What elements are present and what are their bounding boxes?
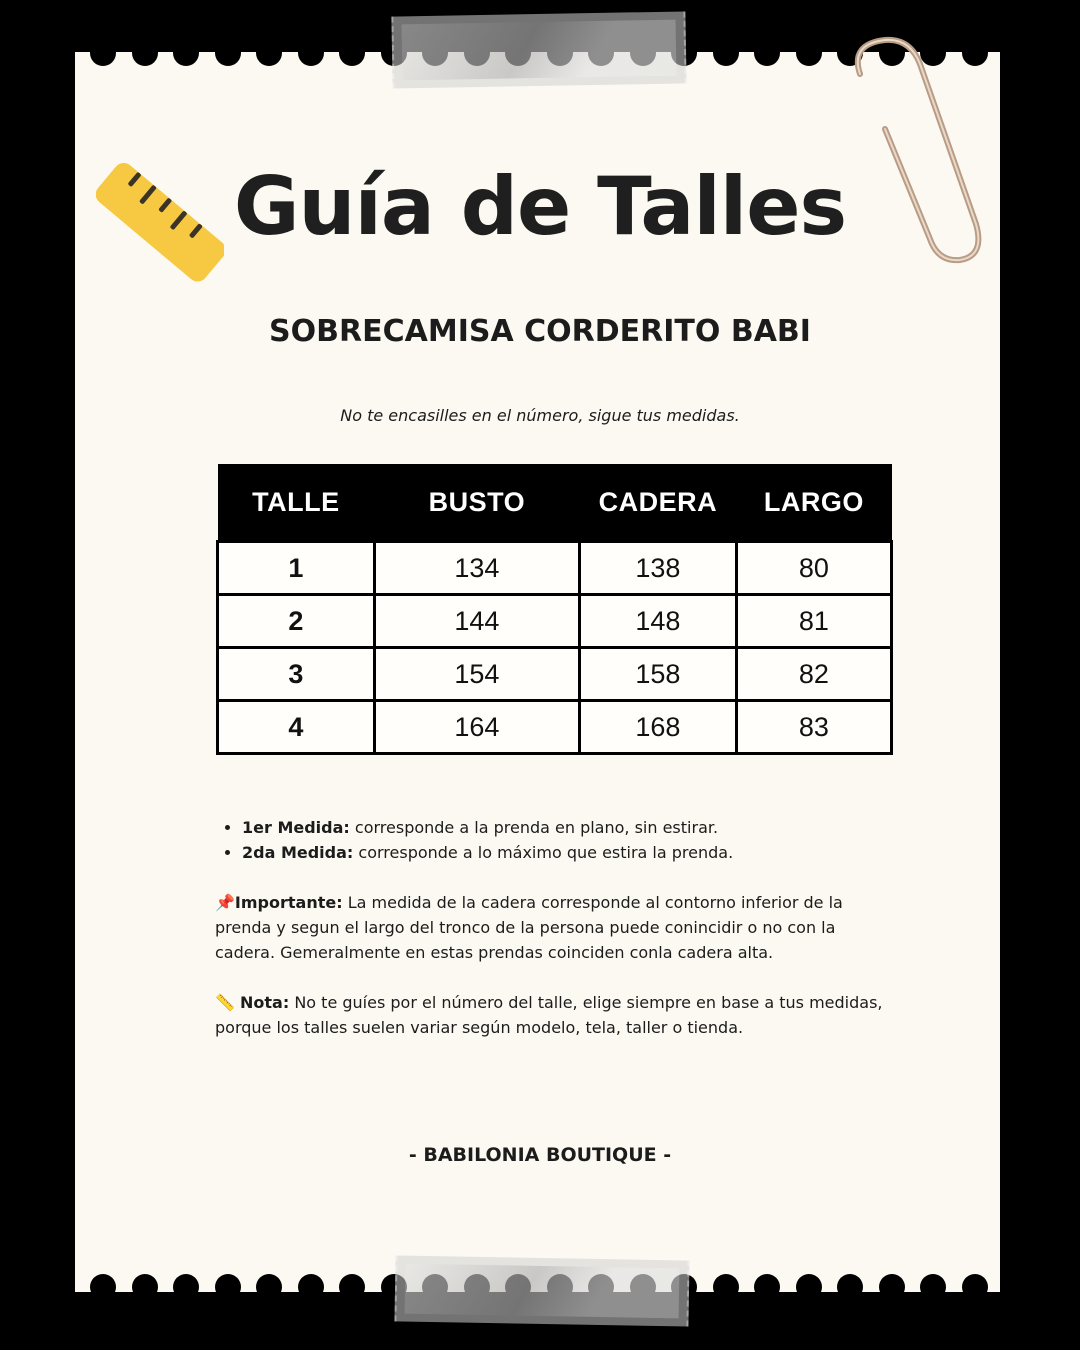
scallop-dot [215, 52, 241, 66]
bullet-text: corresponde a la prenda en plano, sin estirar. [349, 818, 719, 837]
cell-largo: 82 [736, 648, 891, 701]
bullet-text: corresponde a lo máximo que estira la prenda. [353, 843, 734, 862]
scallop-dot [796, 1274, 822, 1292]
table-row [218, 542, 892, 595]
scallop-dot [132, 52, 158, 66]
header-busto: BUSTO [374, 464, 579, 542]
scallop-dot [90, 52, 116, 66]
small-ruler-icon: 📏 [215, 993, 235, 1012]
scallop-dot [256, 1274, 282, 1292]
scallop-dot [754, 52, 780, 66]
scallop-dot [713, 52, 739, 66]
header-talle: TALLE [218, 464, 375, 542]
cell-talle: 1 [218, 542, 375, 595]
product-name: SOBRECAMISA CORDERITO BABI [269, 314, 811, 349]
brand-footer: - BABILONIA BOUTIQUE - [408, 1144, 672, 1166]
notes-section [215, 815, 895, 1040]
scallop-dot [256, 52, 282, 66]
cell-largo: 81 [736, 595, 891, 648]
bullet-label: 1er Medida: [242, 818, 350, 837]
cell-talle: 4 [218, 701, 375, 754]
scallop-dot [879, 1274, 905, 1292]
cell-largo: 80 [736, 542, 891, 595]
tape-strip-top [391, 11, 686, 88]
table-header-row [218, 464, 892, 542]
list-item [242, 815, 895, 840]
cell-busto: 144 [374, 595, 579, 648]
scallop-dot [90, 1274, 116, 1292]
scallop-dot [173, 52, 199, 66]
measurement-list [215, 815, 895, 865]
scallop-dot [215, 1274, 241, 1292]
cell-cadera: 148 [580, 595, 737, 648]
bullet-label: 2da Medida: [242, 843, 354, 862]
scallop-dot [298, 1274, 324, 1292]
cell-cadera: 168 [580, 701, 737, 754]
table-row [218, 595, 892, 648]
important-text: La medida de la cadera corresponde al contorno inferior de la prenda y segun el largo del tronco de la persona puede conincidir o no con la cadera. Gemeralmente en estas prendas coinciden conla cadera alta. [215, 893, 843, 962]
table-row [218, 648, 892, 701]
page-title: Guía de Talles [233, 160, 847, 253]
important-label: Importante: [234, 893, 343, 912]
cell-busto: 154 [374, 648, 579, 701]
scallop-dot [173, 1274, 199, 1292]
scallop-dot [754, 1274, 780, 1292]
header-largo: LARGO [736, 464, 891, 542]
tape-strip-bottom [394, 1255, 689, 1326]
important-note [215, 890, 895, 965]
scallop-dot [837, 1274, 863, 1292]
pushpin-icon: 📌 [215, 893, 235, 912]
cell-largo: 83 [736, 701, 891, 754]
scallop-dot [962, 1274, 988, 1292]
cell-talle: 3 [218, 648, 375, 701]
scallop-dot [298, 52, 324, 66]
tagline: No te encasilles en el número, sigue tus medidas. [340, 406, 740, 425]
cell-cadera: 138 [580, 542, 737, 595]
scallop-dot [796, 52, 822, 66]
cell-cadera: 158 [580, 648, 737, 701]
note-text: No te guíes por el número del talle, elige siempre en base a tus medidas, porque los talles suelen variar según modelo, tela, taller o tienda. [215, 993, 883, 1037]
cell-busto: 134 [374, 542, 579, 595]
size-table [216, 464, 893, 755]
cell-talle: 2 [218, 595, 375, 648]
scallop-dot [339, 52, 365, 66]
scallop-dot [920, 1274, 946, 1292]
list-item [242, 840, 895, 865]
scallop-dot [339, 1274, 365, 1292]
scallop-dot [132, 1274, 158, 1292]
table-row [218, 701, 892, 754]
general-note [215, 990, 895, 1040]
note-label: Nota: [240, 993, 290, 1012]
cell-busto: 164 [374, 701, 579, 754]
scallop-dot [713, 1274, 739, 1292]
header-cadera: CADERA [580, 464, 737, 542]
